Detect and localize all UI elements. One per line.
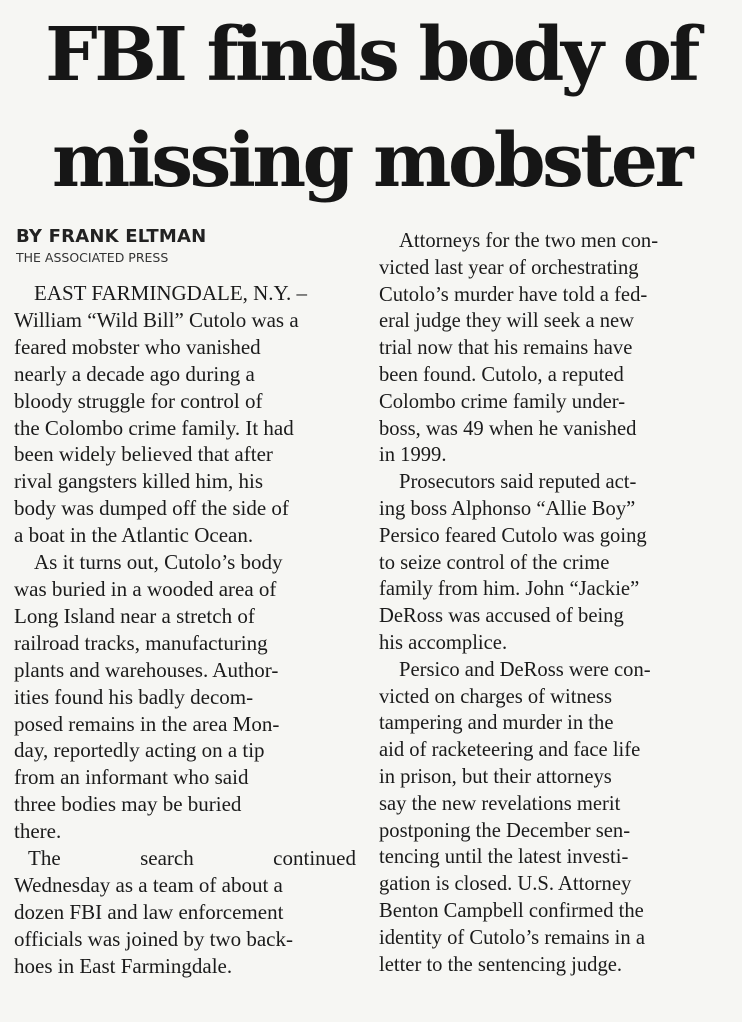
text-line: letter to the sentencing judge.: [379, 953, 623, 976]
text-line: in 1999.: [379, 444, 447, 467]
text-line: was buried in a wooded area of: [14, 576, 277, 601]
paragraph: [379, 469, 723, 657]
text-line: family from him. John “Jackie”: [379, 578, 640, 601]
paragraph: [379, 657, 723, 979]
text-line: Long Island near a stretch of: [14, 603, 255, 628]
text-line: his accomplice.: [379, 631, 508, 654]
text-line: dozen FBI and law enforcement: [14, 899, 284, 924]
text-line: rival gangsters killed him, his: [14, 469, 264, 494]
text-line: the Colombo crime family. It had: [14, 415, 294, 440]
text-line: to seize control of the crime: [379, 551, 610, 574]
text-line: a boat in the Atlantic Ocean.: [14, 523, 254, 548]
text-line: Persico feared Cutolo was going: [379, 524, 647, 547]
text-line: As it turns out, Cutolo’s body: [34, 550, 283, 575]
right-column: [379, 228, 723, 978]
text-line: from an informant who said: [14, 765, 249, 790]
text-line: been widely believed that after: [14, 442, 273, 467]
text-line: postponing the December sen-: [379, 819, 631, 842]
text-line: railroad tracks, manufacturing: [14, 630, 268, 655]
text-line: gation is closed. U.S. Attorney: [379, 873, 632, 896]
headline-line-1: FBI finds body of: [45, 12, 697, 98]
text-line: been found. Cutolo, a reputed: [379, 363, 624, 386]
text-line: identity of Cutolo’s remains in a: [379, 926, 645, 949]
paragraph: [14, 549, 356, 845]
text-line: feared mobster who vanished: [14, 334, 261, 359]
text-line: victed last year of orchestrating: [379, 256, 639, 279]
paragraph: [14, 280, 356, 549]
byline: BY FRANK ELTMAN: [16, 226, 207, 247]
text-line: bloody struggle for control of: [14, 388, 263, 413]
text-line: body was dumped off the side of: [14, 496, 289, 521]
text-line: eral judge they will seek a new: [379, 310, 635, 333]
text-line: Persico and DeRoss were con-: [399, 658, 651, 681]
text-line: Cutolo’s murder have told a fed-: [379, 283, 648, 306]
news-agency: THE ASSOCIATED PRESS: [16, 250, 169, 265]
word: continued: [273, 846, 356, 871]
headline-line-2: missing mobster: [52, 118, 690, 204]
text-line: Prosecutors said reputed act-: [399, 471, 637, 494]
text-line: William “Wild Bill” Cutolo was a: [14, 307, 299, 332]
text-line: boss, was 49 when he vanished: [379, 417, 637, 440]
text-line: say the new revelations merit: [379, 792, 621, 815]
text-line: tampering and murder in the: [379, 712, 614, 735]
word: search: [140, 846, 194, 871]
left-column: [14, 280, 356, 980]
paragraph: [14, 845, 356, 980]
text-line: officials was joined by two back-: [14, 926, 293, 951]
text-line: plants and warehouses. Author-: [14, 657, 279, 682]
word: The: [28, 846, 61, 871]
text-line: day, reportedly acting on a tip: [14, 738, 265, 763]
text-line: three bodies may be buried: [14, 792, 242, 817]
text-line: Benton Campbell confirmed the: [379, 899, 644, 922]
text-line: DeRoss was accused of being: [379, 605, 624, 628]
text-line: in prison, but their attorneys: [379, 765, 612, 788]
text-line: hoes in East Farmingdale.: [14, 953, 233, 978]
justified-first-line: [14, 845, 356, 872]
text-line: EAST FARMINGDALE, N.Y. –: [34, 281, 308, 305]
text-line: ing boss Alphonso “Allie Boy”: [379, 497, 636, 520]
text-line: nearly a decade ago during a: [14, 361, 255, 386]
text-line: trial now that his remains have: [379, 337, 633, 360]
paragraph: [379, 228, 723, 469]
text-line: tencing until the latest investi-: [379, 846, 629, 869]
text-line: Wednesday as a team of about a: [14, 872, 283, 897]
text-line: victed on charges of witness: [379, 685, 612, 708]
text-line: Colombo crime family under-: [379, 390, 626, 413]
text-line: aid of racketeering and face life: [379, 739, 641, 762]
text-line: Attorneys for the two men con-: [399, 230, 659, 252]
text-line: posed remains in the area Mon-: [14, 711, 280, 736]
text-line: ities found his badly decom-: [14, 684, 254, 709]
text-line: there.: [14, 819, 62, 844]
